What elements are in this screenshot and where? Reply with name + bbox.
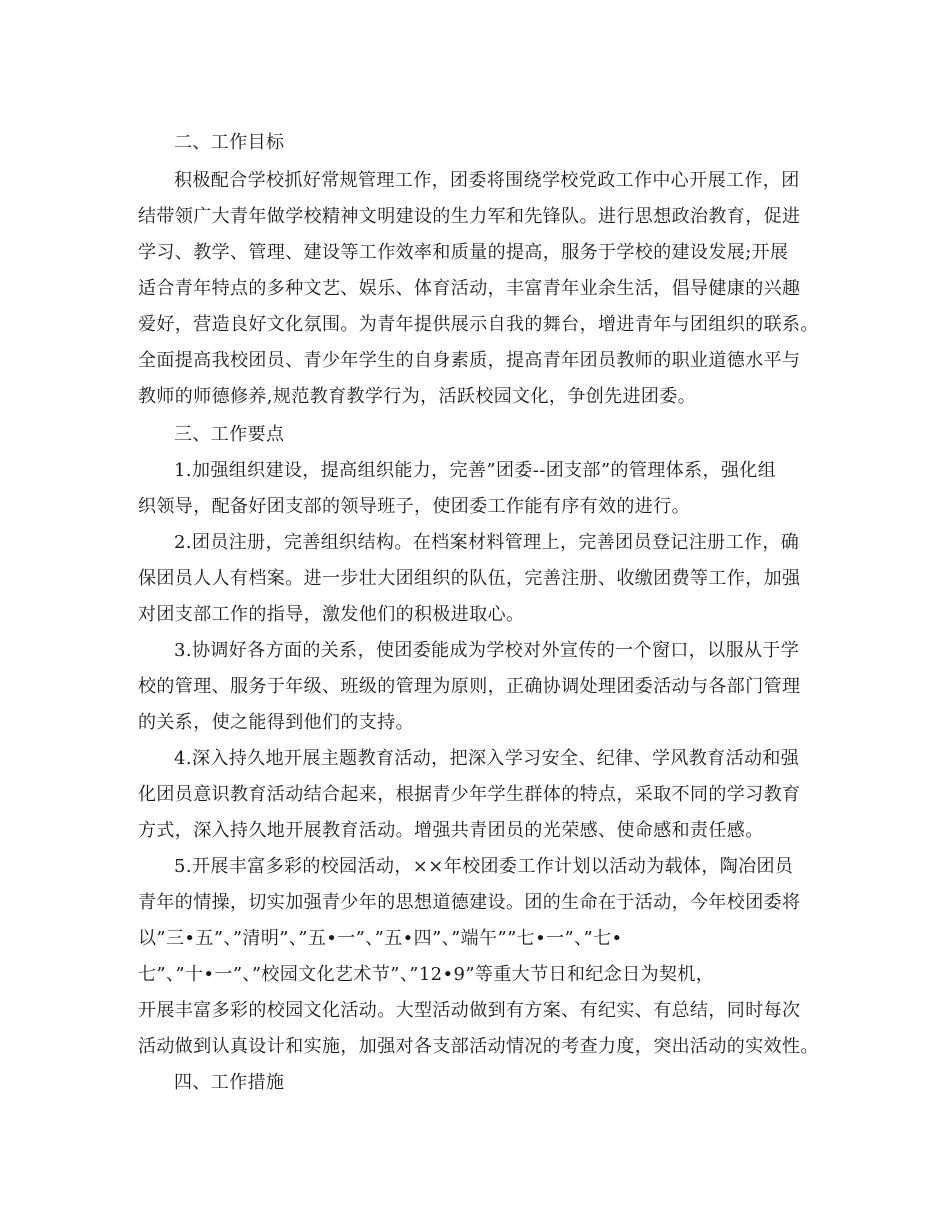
paragraph-line: 青年的情操，切实加强青少年的思想道德建设。团的生命在于活动，今年校团委将 — [138, 892, 801, 913]
paragraph-line: 积极配合学校抓好常规管理工作，团委将围绕学校党政工作中心开展工作，团 — [174, 170, 800, 191]
paragraph-line: 活动做到认真设计和实施，加强对各支部活动情况的考查力度，突出活动的实效性。 — [138, 1036, 819, 1057]
paragraph-line: 的关系，使之能得到他们的支持。 — [138, 712, 414, 733]
paragraph-line: 方式，深入持久地开展教育活动。增强共青团员的光荣感、使命感和责任感。 — [138, 820, 764, 841]
paragraph-line: 开展丰富多彩的校园文化活动。大型活动做到有方案、有纪实、有总结，同时每次 — [138, 1000, 801, 1021]
section-heading-key-points: 三、工作要点 — [174, 424, 285, 445]
paragraph-line: 2.团员注册，完善组织结构。在档案材料管理上，完善团员登记注册工作，确 — [174, 532, 800, 553]
paragraph-line: 七”、”十•一”、”校园文化艺术节”、”12•9”等重大节日和纪念日为契机， — [138, 964, 715, 985]
paragraph-line: 学习、教学、管理、建设等工作效率和质量的提高，服务于学校的建设发展;开展 — [138, 242, 789, 263]
paragraph-line: 3.协调好各方面的关系，使团委能成为学校对外宣传的一个窗口，以服从于学 — [174, 640, 800, 661]
paragraph-line: 适合青年特点的多种文艺、娱乐、体育活动，丰富青年业余生活，倡导健康的兴趣 — [138, 278, 801, 299]
paragraph-line: 织领导，配备好团支部的领导班子，使团委工作能有序有效的进行。 — [138, 496, 690, 517]
paragraph-line: 全面提高我校团员、青少年学生的自身素质，提高青年团员教师的职业道德水平与 — [138, 350, 801, 371]
paragraph-line: 爱好，营造良好文化氛围。为青年提供展示自我的舞台，增进青年与团组织的联系。 — [138, 314, 819, 335]
paragraph-line: 5.开展丰富多彩的校园活动，××年校团委工作计划以活动为载体，陶冶团员 — [174, 856, 794, 877]
paragraph-line: 化团员意识教育活动结合起来，根据青少年学生群体的特点，采取不同的学习教育 — [138, 784, 801, 805]
paragraph-line: 结带领广大青年做学校精神文明建设的生力军和先锋队。进行思想政治教育，促进 — [138, 206, 801, 227]
section-heading-measures: 四、工作措施 — [174, 1072, 285, 1093]
section-heading-goals: 二、工作目标 — [174, 132, 285, 153]
paragraph-line: 对团支部工作的指导，激发他们的积极进取心。 — [138, 604, 525, 625]
paragraph-line: 4.深入持久地开展主题教育活动，把深入学习安全、纪律、学风教育活动和强 — [174, 748, 800, 769]
paragraph-line: 教师的师德修养,规范教育教学行为，活跃校园文化，争创先进团委。 — [138, 386, 697, 407]
paragraph-line: 以”三•五”、”清明”、”五•一”、”五•四”、”端午””七•一”、”七• — [138, 928, 623, 949]
paragraph-line: 保团员人人有档案。进一步壮大团组织的队伍，完善注册、收缴团费等工作，加强 — [138, 568, 801, 589]
paragraph-line: 校的管理、服务于年级、班级的管理为原则，正确协调处理团委活动与各部门管理 — [138, 676, 801, 697]
paragraph-line: 1.加强组织建设，提高组织能力，完善”团委--团支部”的管理体系，强化组 — [174, 460, 777, 481]
